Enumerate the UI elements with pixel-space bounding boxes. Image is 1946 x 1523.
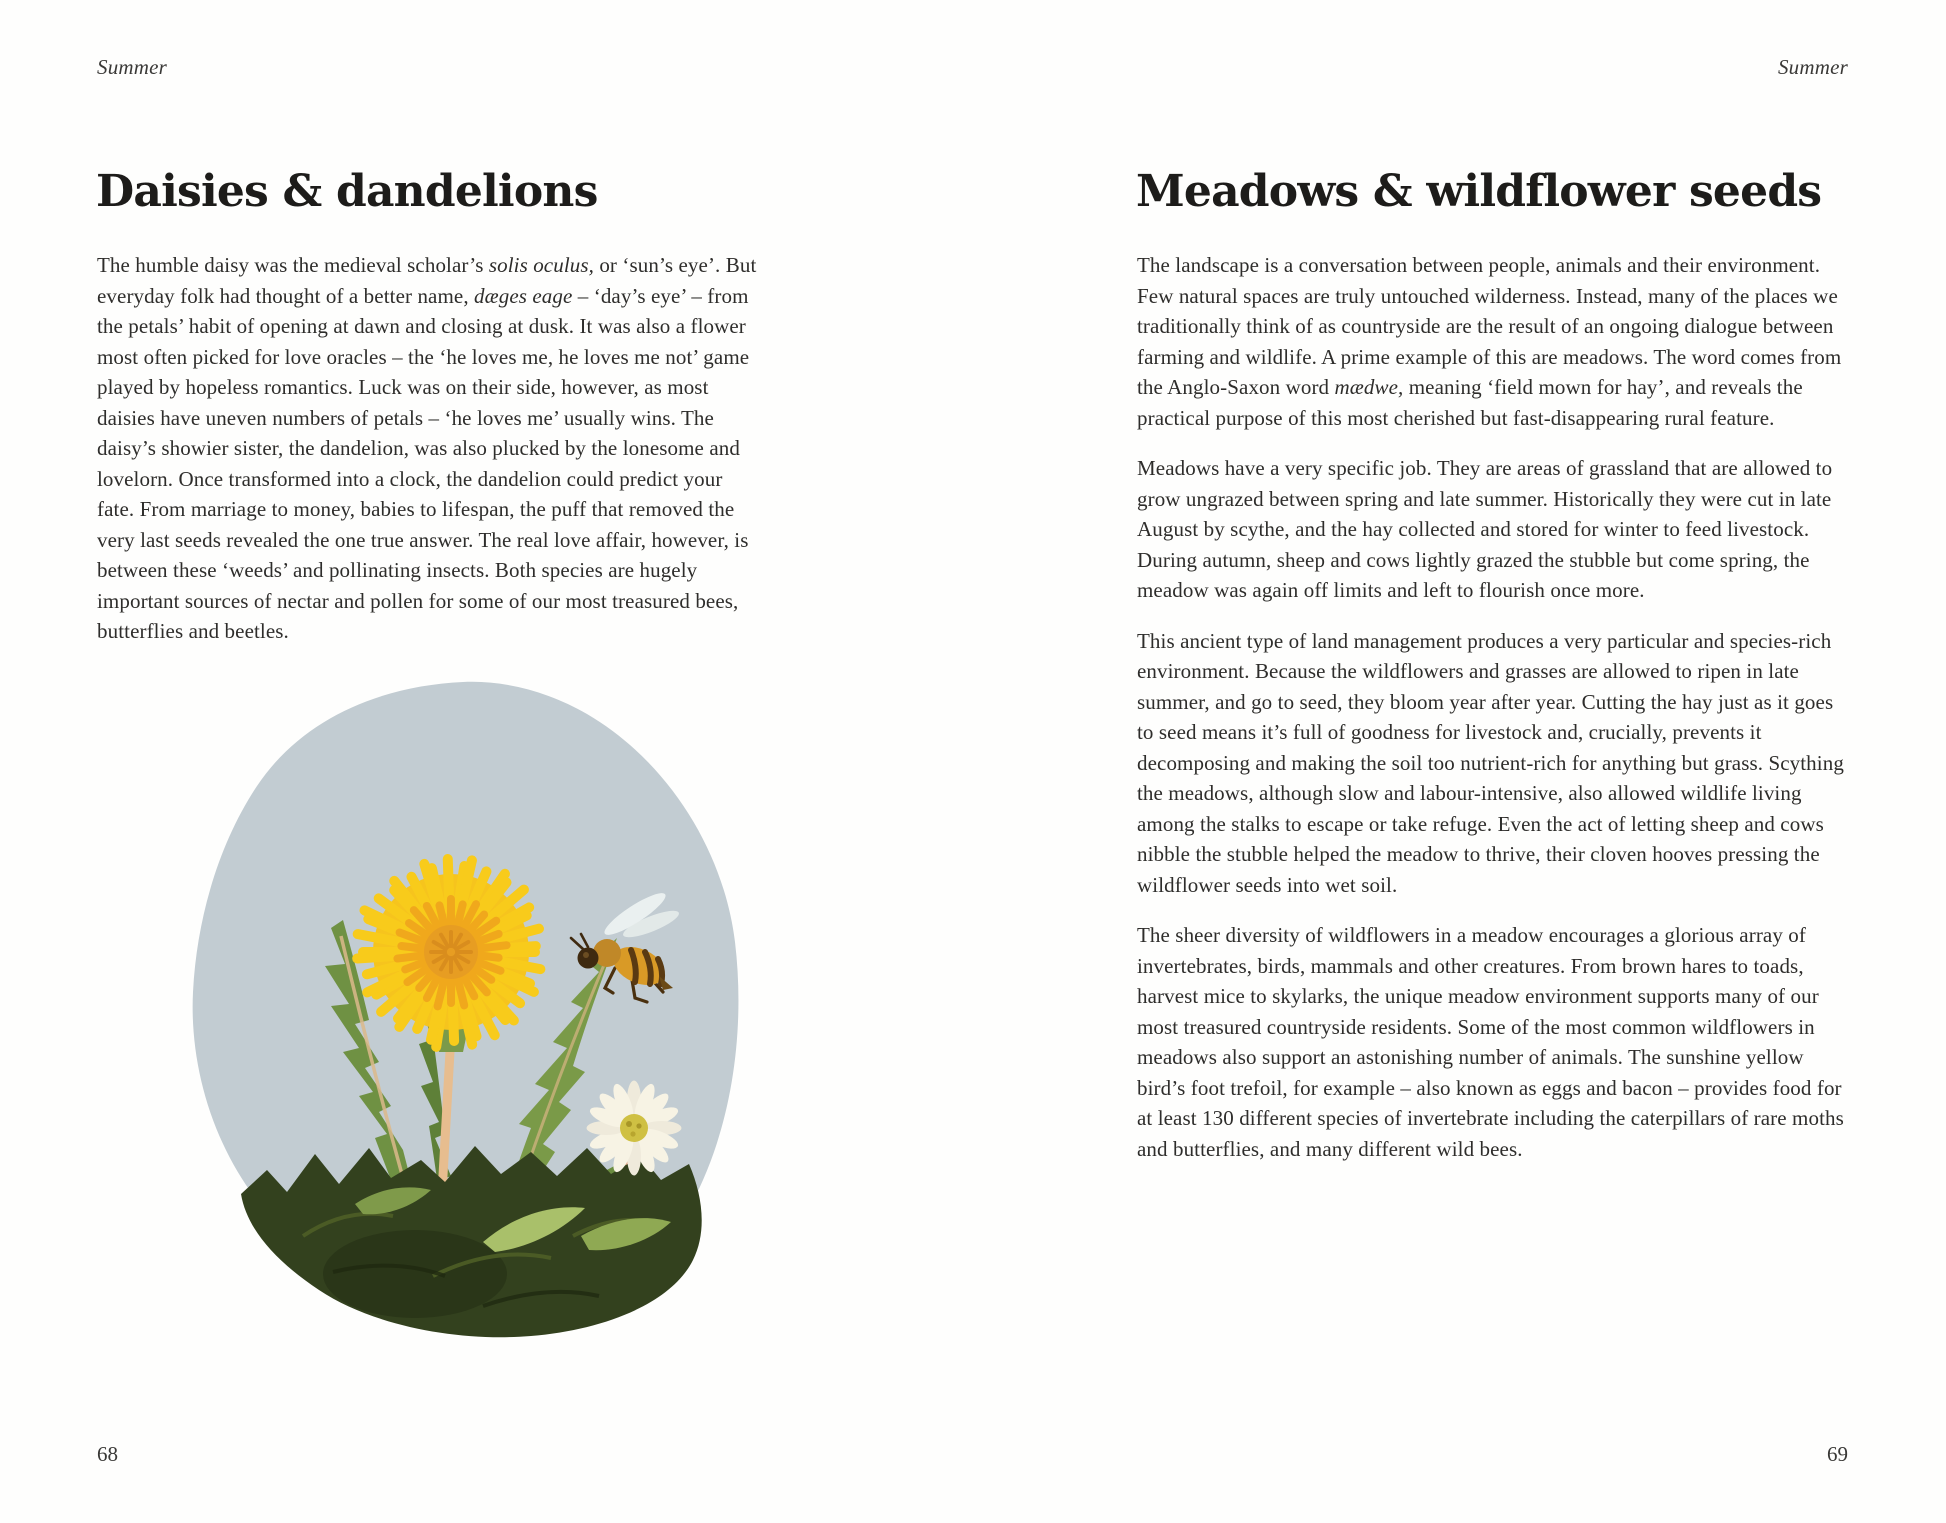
chapter-title-right: Meadows & wildflower seeds <box>1136 166 1822 217</box>
daisy-flower <box>587 1081 682 1176</box>
paragraph: The sheer diversity of wildflowers in a meadow encourages a glorious array of invertebrates, birds, mammals and other creatures. From brown hares to toads, harvest mice to skylarks, the unique meadow environment supports many of our most treasured countryside residents. Some of the most common wildflowers in meadows also support an astonishing number of animals. The sunshine yellow bird’s foot trefoil, for example – also known as eggs and bacon – provides food for at least 130 different species of invertebrate including the caterpillars of rare moths and butterflies, and many different wild bees. <box>1137 923 1844 1161</box>
chapter-title-left: Daisies & dandelions <box>96 166 598 217</box>
dandelion-illustration-svg <box>183 676 748 1341</box>
body-text-left <box>97 250 762 647</box>
paragraph: This ancient type of land management produces a very particular and species-rich environment. Because the wildflowers and grasses are allowed to ripen in late summer, and go to seed, they bloom year after year. Cutting the hay just as it goes to seed means it’s full of goodness for livestock and, crucially, prevents it decomposing and making the soil too nutrient-rich for anything but grass. Scything the meadows, although slow and labour-intensive, also allowed wildlife living among the stalks to escape or take refuge. Even the act of letting sheep and cows nibble the stubble helped the meadow to thrive, their cloven hooves pressing the wildflower seeds into wet soil. <box>1137 628 1844 897</box>
body-text-right <box>1137 250 1845 1164</box>
dandelion-illustration <box>183 676 748 1341</box>
running-head-left: Summer <box>97 55 168 79</box>
running-head-right: Summer <box>1777 55 1848 79</box>
page-number-left: 68 <box>97 1442 118 1466</box>
paragraph: The landscape is a conversation between people, animals and their environment. Few natural spaces are truly untouched wilderness. Instead, many of the places we traditionally think of as countryside are the result of an ongoing dialogue between farming and wildlife. A prime example of this are meadows. The word comes from the Anglo-Saxon word mædwe, meaning ‘field mown for hay’, and reveals the practical purpose of this most cherished but fast-disappearing rural feature. <box>1137 253 1842 430</box>
page-number-right: 69 <box>1827 1442 1848 1466</box>
paragraph: Meadows have a very specific job. They are areas of grassland that are allowed to grow ungrazed between spring and late summer. Historically they were cut in late August by scythe, and the hay collected and stored for winter to feed livestock. During autumn, sheep and cows lightly grazed the stubble but come spring, the meadow was again off limits and left to flourish once more. <box>1137 456 1833 602</box>
paragraph: The humble daisy was the medieval scholar’s solis oculus, or ‘sun’s eye’. But everyday folk had thought of a better name, dæges eage – ‘day’s eye’ – from the petals’ habit of opening at dawn and closing at dusk. It was also a flower most often picked for love oracles – the ‘he loves me, he loves me not’ game played by hopeless romantics. Luck was on their side, however, as most daisies have uneven numbers of petals – ‘he loves me’ usually wins. The daisy’s showier sister, the dandelion, was also plucked by the lonesome and lovelorn. Once transformed into a clock, the dandelion could predict your fate. From marriage to money, babies to lifespan, the puff that removed the very last seeds revealed the one true answer. The real love affair, however, is between these ‘weeds’ and pollinating insects. Both species are hugely important sources of nectar and pollen for some of our most treasured bees, butterflies and beetles. <box>97 253 757 643</box>
